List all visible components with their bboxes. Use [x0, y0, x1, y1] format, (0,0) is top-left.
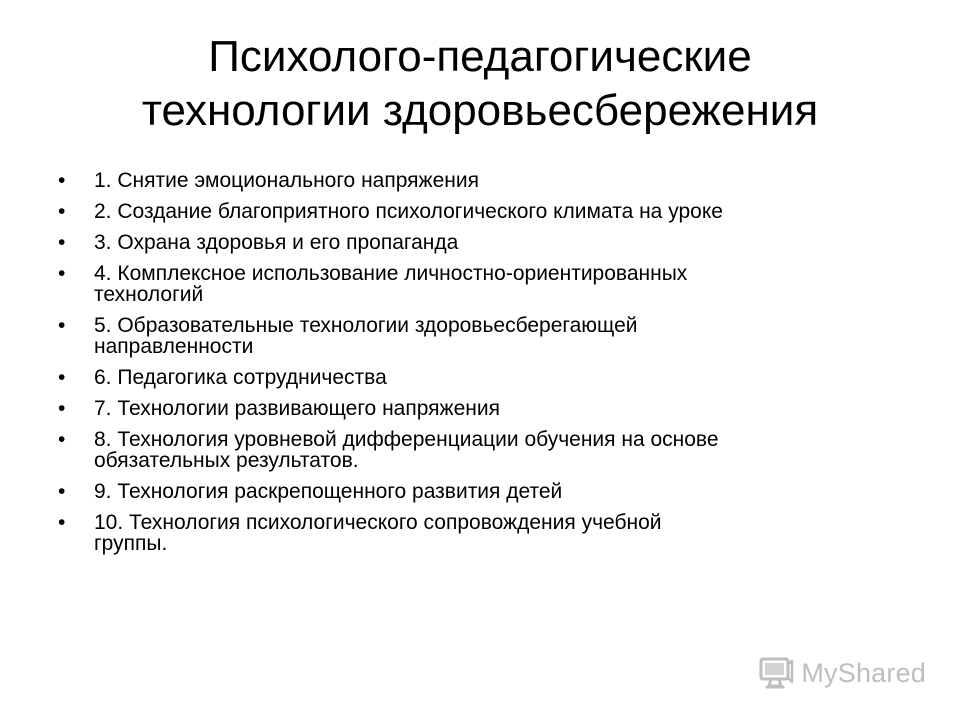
bullet-item — [58, 263, 908, 305]
bullet-item — [58, 512, 908, 554]
bullet-dot: • — [58, 366, 66, 389]
bullet-text-line-2: технологий — [94, 283, 204, 306]
bullet-dot: • — [58, 428, 66, 451]
slide-title-line-2: технологии здоровьесбережения — [141, 86, 819, 135]
bullet-item — [58, 398, 908, 419]
bullet-text-line-1: 9. Технология раскрепощенного развития детей — [94, 480, 563, 503]
bullet-dot: • — [58, 511, 66, 534]
bullet-item — [58, 232, 908, 253]
bullet-text-line-2: группы. — [94, 532, 168, 555]
bullet-dot: • — [58, 200, 66, 223]
bullet-text-line-1: 10. Технология психологического сопровождения учебной — [94, 511, 662, 534]
bullet-dot: • — [58, 262, 66, 285]
myshared-watermark-text: MyShared — [801, 657, 926, 688]
bullet-list — [58, 170, 908, 564]
bullet-text-line-1: 5. Образовательные технологии здоровьесберегающей — [94, 314, 638, 337]
bullet-text-line-1: 3. Охрана здоровья и его пропаганда — [94, 231, 459, 254]
bullet-text-line-1: 2. Создание благоприятного психологического климата на уроке — [94, 200, 723, 223]
bullet-text-line-2: обязательных результатов. — [94, 449, 359, 472]
bullet-item — [58, 367, 908, 388]
bullet-dot: • — [58, 314, 66, 337]
bullet-dot: • — [58, 480, 66, 503]
bullet-item — [58, 481, 908, 502]
computer-monitor-icon — [757, 654, 795, 692]
bullet-text-line-1: 1. Снятие эмоционального напряжения — [94, 169, 479, 192]
bullet-text-line-2: направленности — [94, 335, 254, 358]
bullet-item — [58, 429, 908, 471]
bullet-item — [58, 170, 908, 191]
slide-title-line-1: Психолого-педагогические — [208, 32, 752, 81]
bullet-text-line-1: 4. Комплексное использование личностно-ориентированных — [94, 262, 688, 285]
bullet-item — [58, 315, 908, 357]
bullet-text-line-1: 7. Технологии развивающего напряжения — [94, 397, 500, 420]
bullet-item — [58, 201, 908, 222]
bullet-dot: • — [58, 231, 66, 254]
slide-title — [40, 30, 920, 138]
bullet-text-line-1: 8. Технология уровневой дифференциации обучения на основе — [94, 428, 719, 451]
bullet-dot: • — [58, 169, 66, 192]
myshared-watermark — [757, 652, 926, 694]
bullet-dot: • — [58, 397, 66, 420]
bullet-text-line-1: 6. Педагогика сотрудничества — [94, 366, 387, 389]
